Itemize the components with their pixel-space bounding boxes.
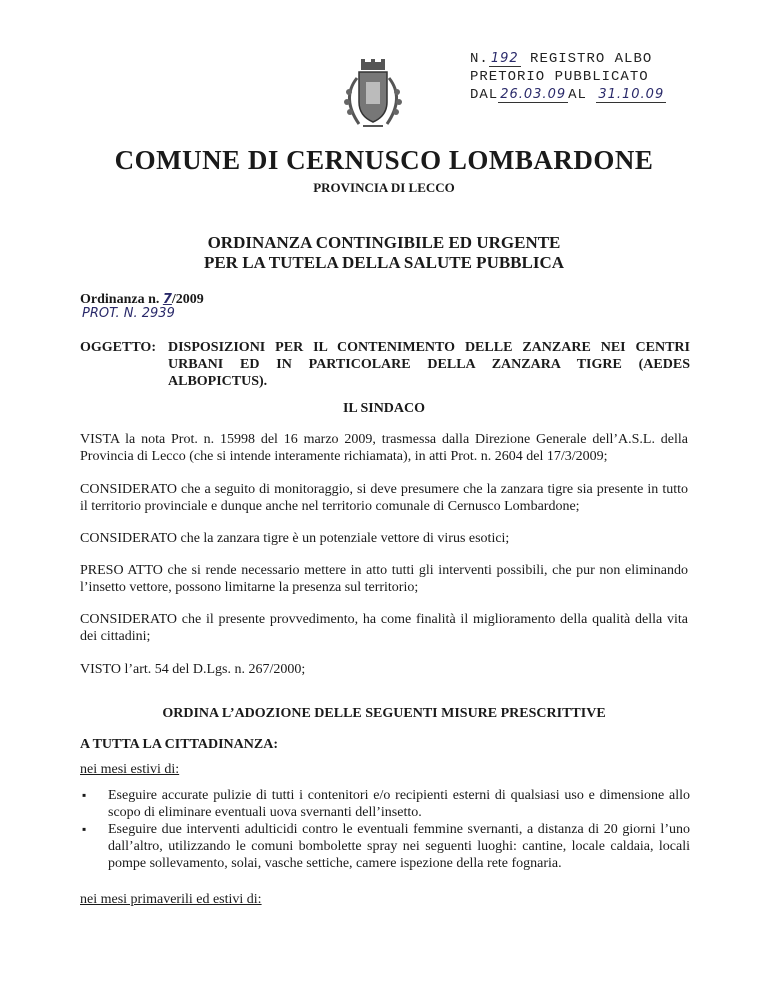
paragraph-considerato-finalita: CONSIDERATO che il presente provvedimento, ha come finalità il miglioramento della qualità della vita dei cittadini; bbox=[80, 612, 688, 644]
ordinance-number-prefix: Ordinanza n. bbox=[80, 292, 160, 307]
paragraph-preso-atto: PRESO ATTO che si rende necessario mettere in atto tutti gli interventi possibili, che pur non eliminando l’insetto vettore, possono limitarne la presenza sul territorio; bbox=[80, 563, 688, 595]
ordinance-number-suffix: /2009 bbox=[171, 292, 204, 307]
oggetto-text: DISPOSIZIONI PER IL CONTENIMENTO DELLE ZANZARE NEI CENTRI URBANI ED IN PARTICOLARE DELLA ZANZARA TIGRE (AEDES ALBOPICTUS). bbox=[168, 340, 690, 389]
paragraph-vista-nota: VISTA la nota Prot. n. 15998 del 16 marzo 2009, trasmessa dalla Direzione Generale dell’A.S.L. della Provincia di Lecco (che si intende interamente richiamata), in atti Prot. n. 2604 del 17/3/2009; bbox=[80, 432, 688, 464]
ordinance-title bbox=[0, 233, 768, 273]
stamp-n-value: 192 bbox=[490, 51, 519, 66]
stamp-line-1 bbox=[470, 50, 700, 68]
municipality-title: COMUNE DI CERNUSCO LOMBARDONE bbox=[114, 145, 654, 175]
protocol-number: PROT. N. 2939 bbox=[82, 306, 175, 321]
cittadinanza-heading: A TUTTA LA CITTADINANZA: bbox=[80, 737, 278, 752]
oggetto-label: OGGETTO: bbox=[80, 340, 156, 355]
stamp-line-3 bbox=[470, 86, 700, 104]
coat-of-arms-icon bbox=[333, 58, 413, 132]
stamp-dal-label: DAL bbox=[470, 87, 499, 103]
ordinance-number-value: 7 bbox=[162, 292, 172, 307]
paragraph-considerato-vettore: CONSIDERATO che la zanzara tigre è un potenziale vettore di virus esotici; bbox=[80, 531, 510, 546]
paragraph-visto-art: VISTO l’art. 54 del D.Lgs. n. 267/2000; bbox=[80, 662, 306, 677]
list-item: ▪ Eseguire accurate pulizie di tutti i contenitori e/o recipienti esterni di qualsiasi uso e dimensione allo scopo di eliminare eventuali uova svernanti dell’insetto. bbox=[80, 787, 690, 821]
stamp-n-label: N. bbox=[470, 51, 489, 67]
stamp-registro: REGISTRO ALBO bbox=[530, 51, 653, 67]
stamp-dal-value: 26.03.09 bbox=[500, 87, 567, 102]
primaverili-label: nei mesi primaverili ed estivi di: bbox=[80, 892, 262, 907]
registry-stamp bbox=[470, 50, 700, 104]
stamp-al-value: 31.10.09 bbox=[598, 87, 665, 102]
province-subtitle: PROVINCIA DI LECCO bbox=[313, 180, 455, 195]
paragraph-considerato-monitoraggio: CONSIDERATO che a seguito di monitoraggio, si deve presumere che la zanzara tigre sia presente in tutto il territorio provinciale e dunque anche nel territorio comunale di Cernusco Lombardone; bbox=[80, 482, 688, 514]
sindaco-heading: IL SINDACO bbox=[342, 401, 426, 416]
stamp-al-label: AL bbox=[568, 87, 587, 103]
ordinance-title-line-1: ORDINANZA CONTINGIBILE ED URGENTE bbox=[207, 233, 561, 252]
ordinance-title-line-2: PER LA TUTELA DELLA SALUTE PUBBLICA bbox=[203, 253, 565, 272]
estivi-label: nei mesi estivi di: bbox=[80, 762, 180, 777]
list-item: ▪ Eseguire due interventi adulticidi contro le eventuali femmine svernanti, a distanza di 20 giorni l’uno dall’altro, utilizzando le comuni bombolette spray nei seguenti luoghi: cantine, locale caldaia, locali pompe sollevamento, solai, vasche settiche, camere ispezione della rete fognaria. bbox=[80, 821, 690, 872]
ordina-heading: ORDINA L’ADOZIONE DELLE SEGUENTI MISURE PRESCRITTIVE bbox=[162, 706, 606, 721]
oggetto-section bbox=[80, 339, 690, 390]
stamp-pretorio: PRETORIO PUBBLICATO bbox=[470, 69, 649, 85]
estivi-list bbox=[80, 787, 690, 872]
